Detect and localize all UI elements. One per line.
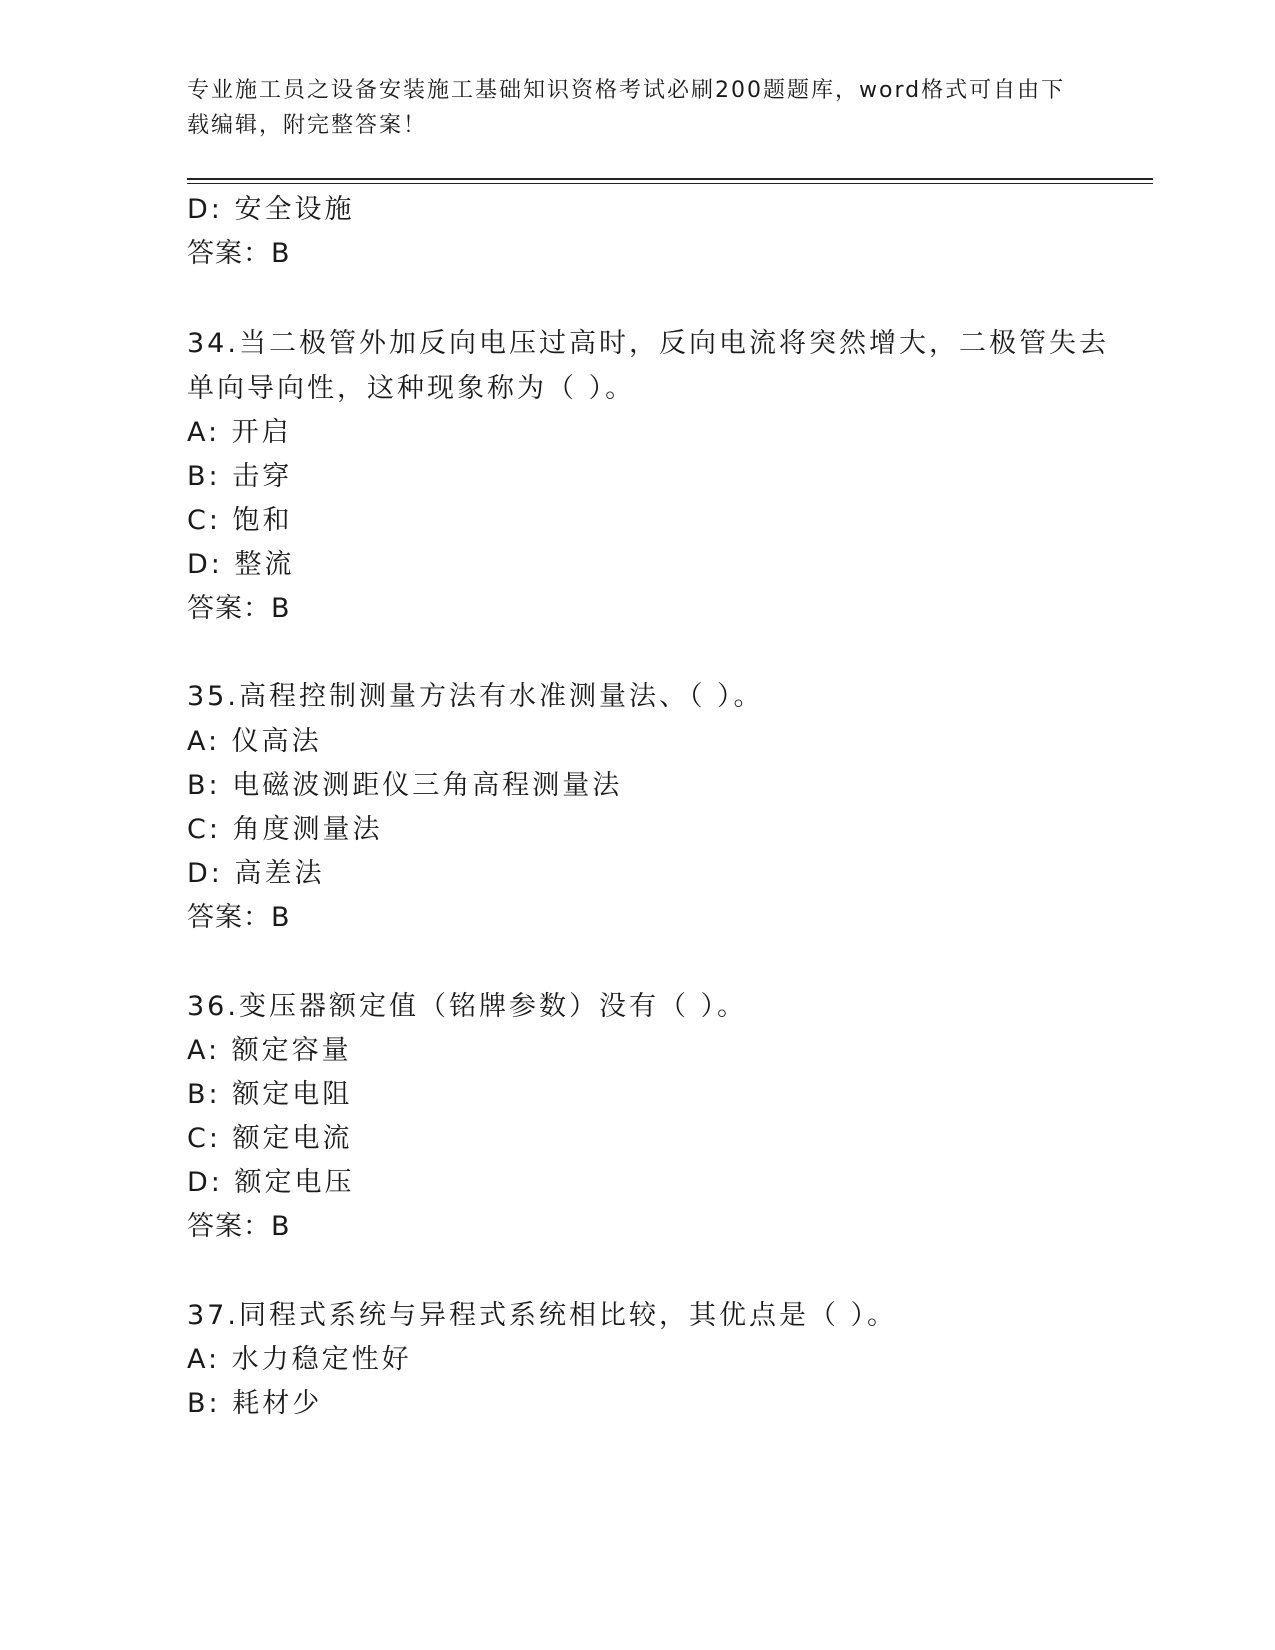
option-a: A: 水力稳定性好: [187, 1344, 412, 1375]
option-d: D: 安全设施: [187, 194, 355, 225]
option-c: C: 饱和: [187, 505, 293, 536]
header-divider: [187, 178, 1153, 180]
question-36-text: 36.变压器额定值（铭牌参数）没有（ ）。: [187, 991, 748, 1022]
option-a: A: 开启: [187, 417, 292, 448]
document-header: 专业施工员之设备安装施工基础知识资格考试必刷200题题库，word格式可自由下载编辑，附完整答案！: [187, 78, 1066, 138]
option-b: B: 击穿: [187, 461, 293, 492]
option-d: D: 整流: [187, 549, 295, 580]
answer: 答案：B: [187, 902, 291, 933]
option-a: A: 额定容量: [187, 1035, 352, 1066]
answer: 答案：B: [187, 238, 291, 269]
option-b: B: 耗材少: [187, 1388, 323, 1419]
option-d: D: 额定电压: [187, 1167, 355, 1198]
option-c: C: 额定电流: [187, 1123, 353, 1154]
question-34-text-cont: 单向导向性，这种现象称为（ ）。: [187, 373, 636, 404]
option-d: D: 高差法: [187, 858, 325, 889]
question-35-text: 35.高程控制测量方法有水准测量法、（ ）。: [187, 681, 764, 712]
option-b: B: 额定电阻: [187, 1079, 353, 1110]
option-a: A: 仪高法: [187, 726, 322, 757]
header-divider-thin: [187, 183, 1153, 184]
option-b: B: 电磁波测距仪三角高程测量法: [187, 770, 623, 801]
question-34-text: 34.当二极管外加反向电压过高时，反向电流将突然增大，二极管失去: [187, 328, 1109, 359]
option-c: C: 角度测量法: [187, 814, 383, 845]
answer: 答案：B: [187, 593, 291, 624]
answer: 答案：B: [187, 1211, 291, 1242]
question-37-text: 37.同程式系统与异程式系统相比较，其优点是（ ）。: [187, 1300, 898, 1331]
